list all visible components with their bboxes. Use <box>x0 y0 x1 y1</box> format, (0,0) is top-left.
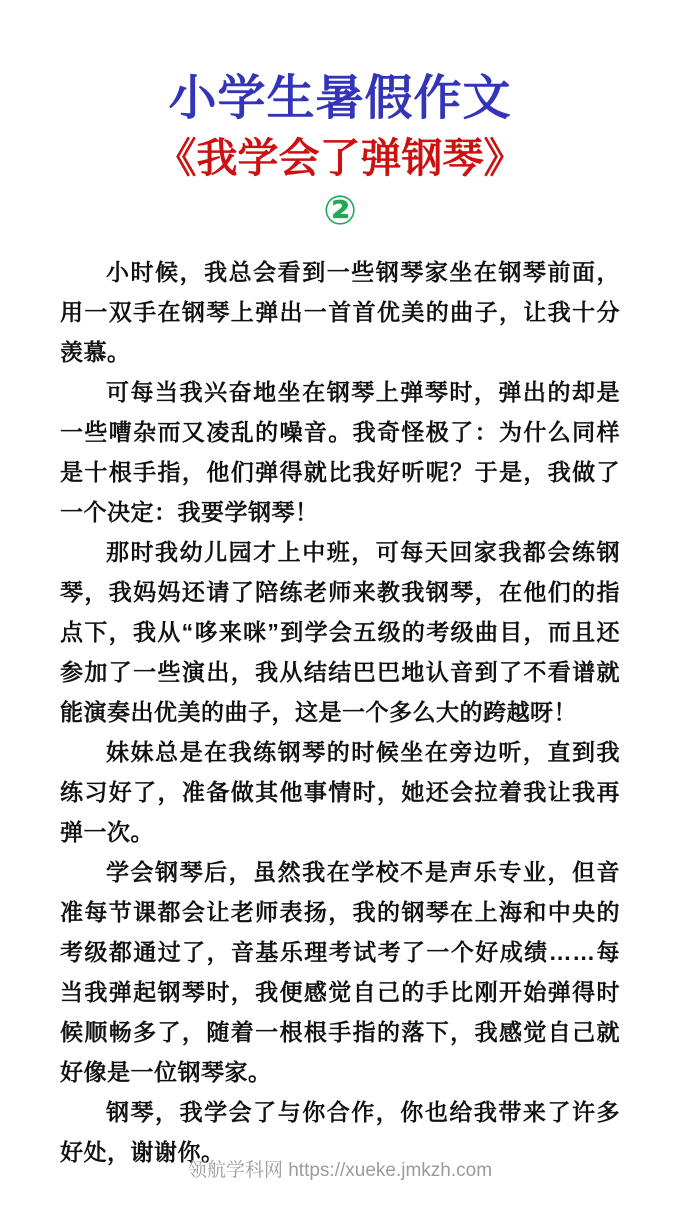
essay-paragraph: 学会钢琴后，虽然我在学校不是声乐专业，但音准每节课都会让老师表扬，我的钢琴在上海和中央的考级都通过了，音基乐理考试考了一个好成绩……每当我弹起钢琴时，我便感觉自己的手比刚开始弹得时候顺畅多了，随着一根根手指的落下，我感觉自己就好像是一位钢琴家。 <box>60 859 620 1085</box>
essay-title: 《我学会了弹钢琴》 <box>155 135 525 181</box>
essay-paragraph: 妹妹总是在我练钢琴的时候坐在旁边听，直到我练习好了，准备做其他事情时，她还会拉着我让我再弹一次。 <box>60 739 620 845</box>
title-block <box>0 68 680 236</box>
essay-paragraph: 小时候，我总会看到一些钢琴家坐在钢琴前面，用一双手在钢琴上弹出一首首优美的曲子，让我十分羡慕。 <box>60 259 620 365</box>
essay-paragraph: 那时我幼儿园才上中班，可每天回家我都会练钢琴，我妈妈还请了陪练老师来教我钢琴，在他们的指点下，我从“哆来咪”到学会五级的考级曲目，而且还参加了一些演出，我从结结巴巴地认音到了不看谱就能演奏出优美的曲子，这是一个多么大的跨越呀！ <box>60 539 620 725</box>
part-number-badge: ② <box>323 189 357 233</box>
essay-paragraph: 可每当我兴奋地坐在钢琴上弹琴时，弹出的却是一些嘈杂而又凌乱的噪音。我奇怪极了：为什么同样是十根手指，他们弹得就比我好听呢？于是，我做了一个决定：我要学钢琴！ <box>60 379 620 525</box>
site-watermark: 领航学科网 https://xueke.jmkzh.com <box>187 1160 493 1181</box>
essay-paragraph: 钢琴，我学会了与你合作，你也给我带来了许多好处，谢谢你。 <box>60 1099 620 1165</box>
essay-body <box>60 252 620 1172</box>
main-title: 小学生暑假作文 <box>168 72 512 125</box>
